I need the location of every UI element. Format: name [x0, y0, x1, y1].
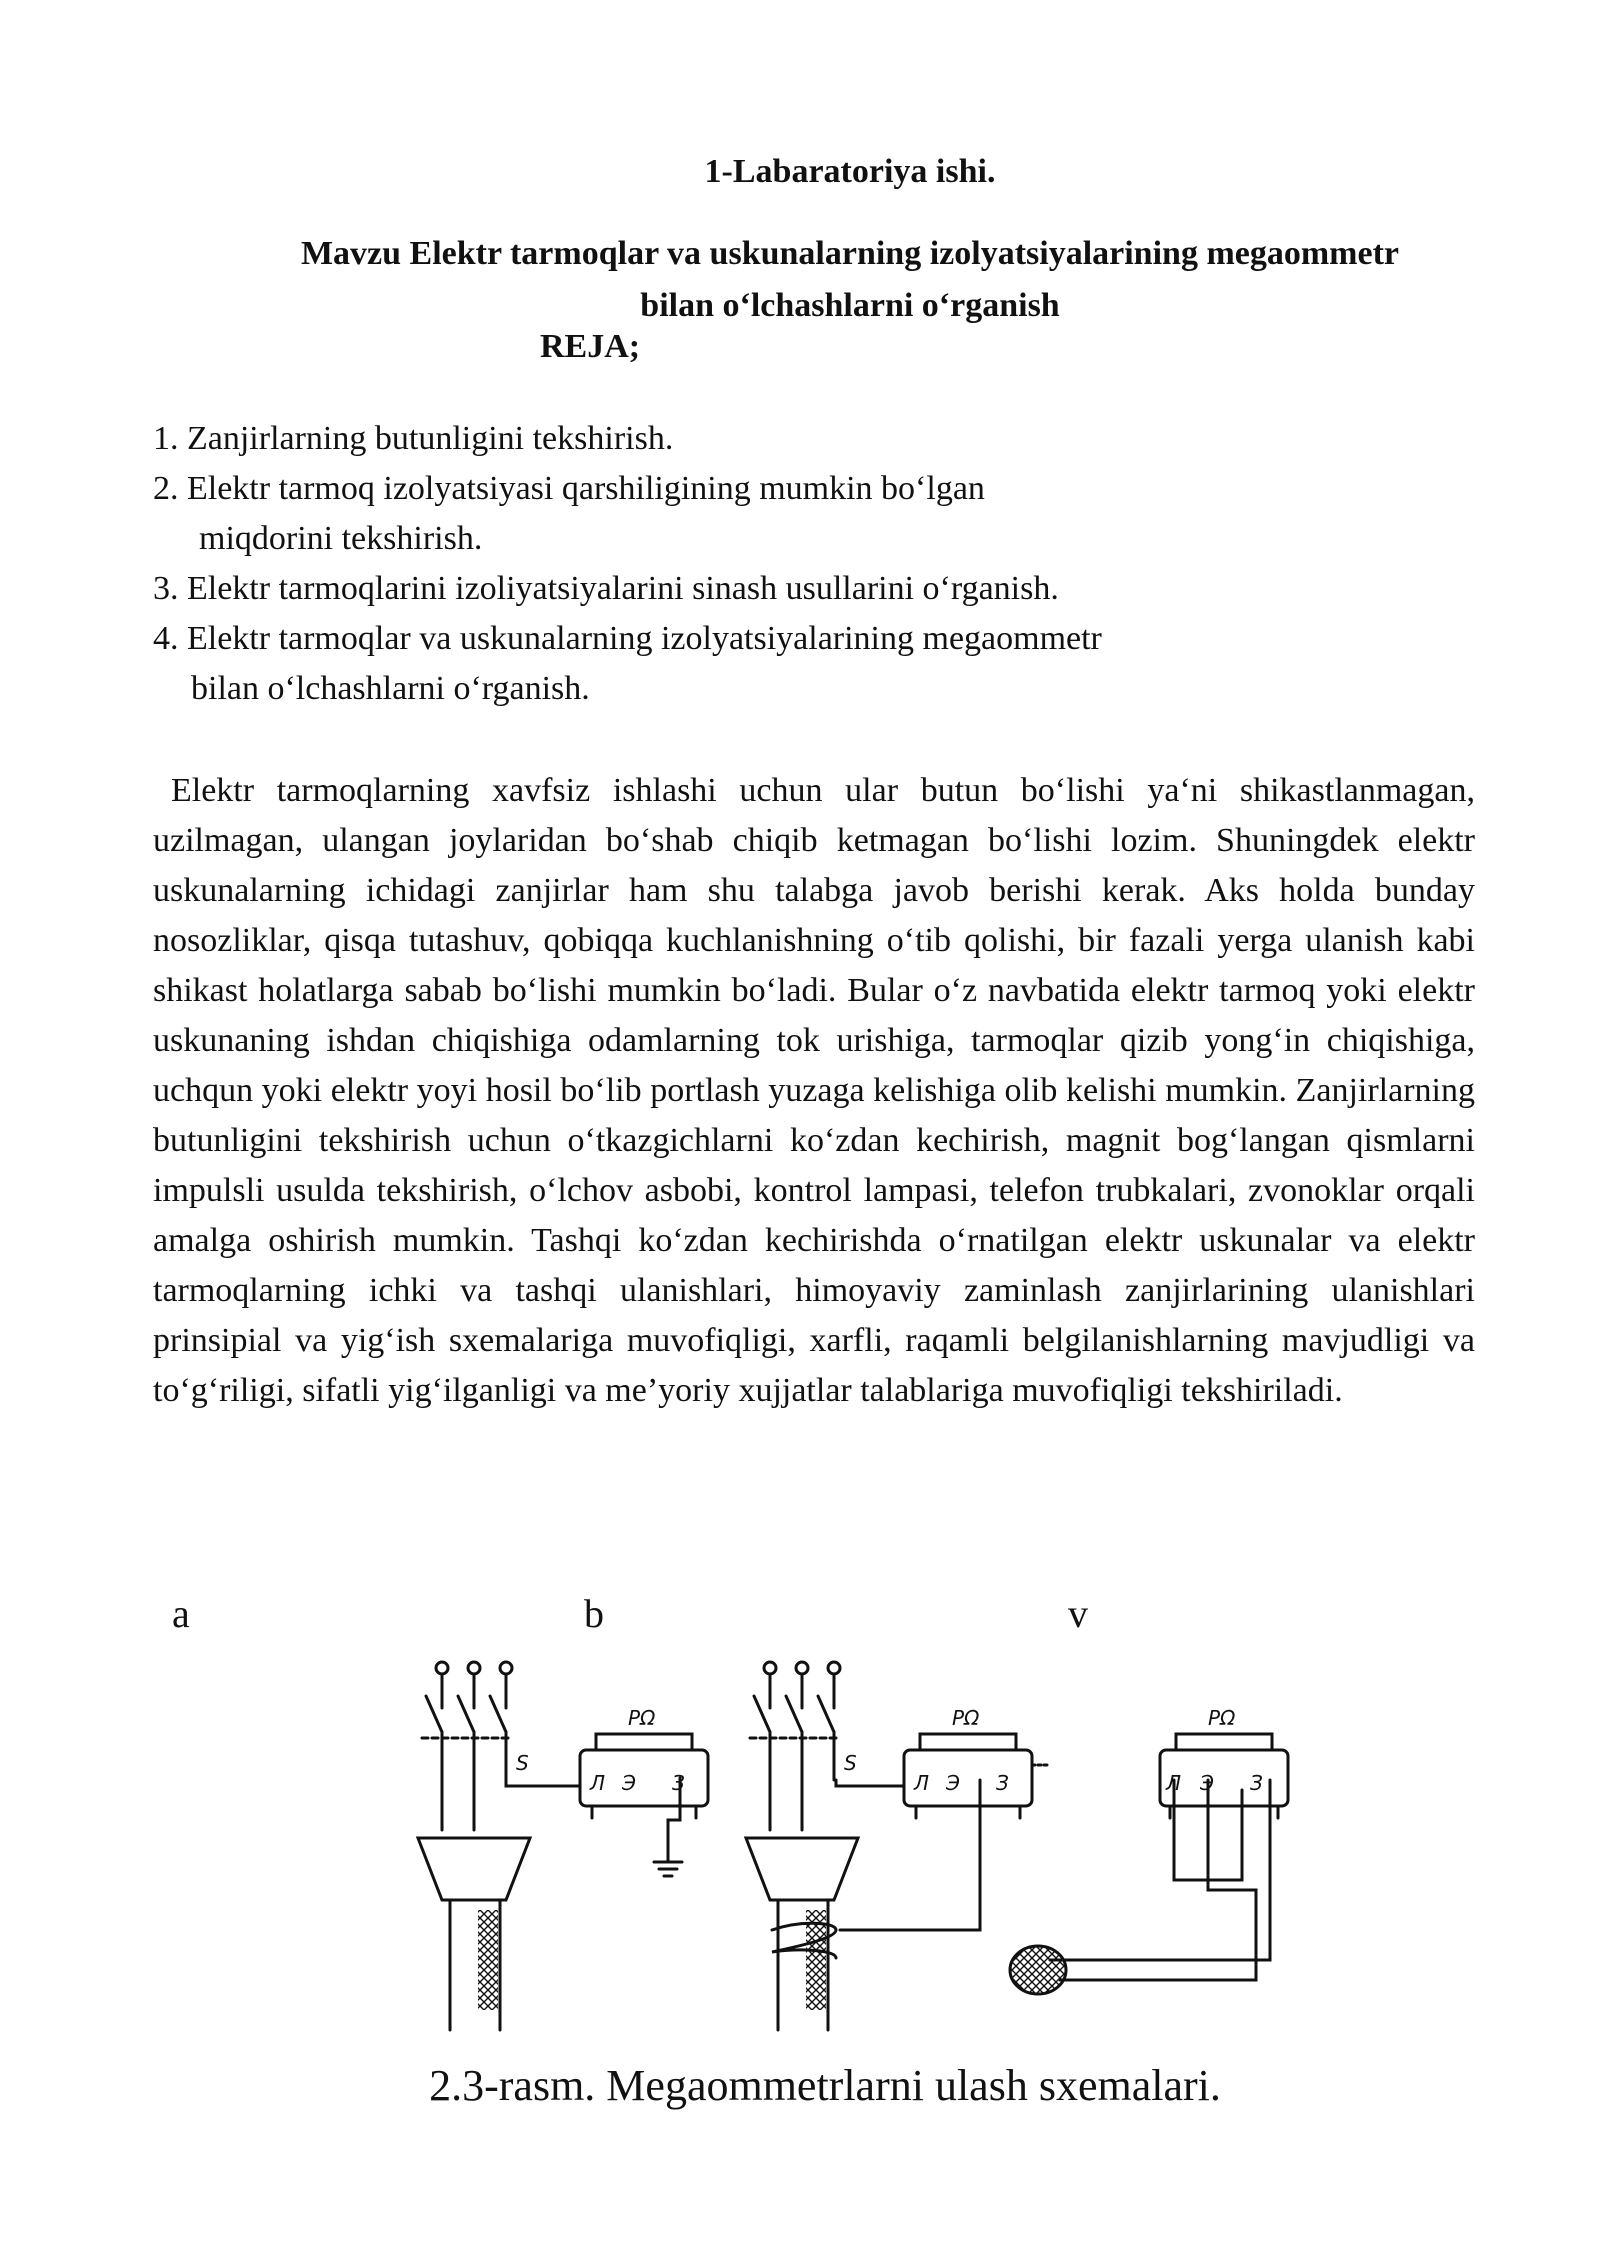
plan-item-3: 3. Elektr tarmoqlarini izoliyatsiyalarini sinash usullarini o‘rganish.	[153, 570, 1059, 607]
plan-list	[153, 414, 1493, 714]
plan-item-2-continued: miqdorini tekshirish.	[199, 520, 483, 557]
terminal-b-z: З	[996, 1771, 1009, 1795]
body-paragraph: Elektr tarmoqlarning xavfsiz ishlashi uchun ular butun bo‘lishi ya‘ni shikastlanmagan, uzilmagan, ulangan joylaridan bo‘shab chiqib ketmagan bo‘lishi lozim. Shuningdek elektr uskunalarning ichidagi zanjirlar ham shu talabga javob berishi kerak. Aks holda bunday nosozliklar, qisqa tutashuv, qobiqqa kuchlanishning o‘tib qolishi, bir fazali yerga ulanish kabi shikast holatlarga sabab bo‘lishi mumkin bo‘ladi. Bular o‘z navbatida elektr tarmoq yoki elektr uskunaning ishdan chiqishiga odamlarning tok urishiga, tarmoqlar qizib yong‘in chiqishiga, uchqun yoki elektr yoyi hosil bo‘lib portlash yuzaga kelishiga olib kelishi mumkin. Zanjirlarning butunligini tekshirish uchun o‘tkazgichlarni ko‘zdan kechirish, magnit bog‘langan qismlarni impulsli usulda tekshirish, o‘lchov asbobi, kontrol lampasi, telefon trubkalari, zvonoklar orqali amalga oshirish mumkin. Tashqi ko‘zdan kechirishda o‘rnatilgan elektr uskunalar va elektr tarmoqlarning ichki va tashqi ulanishlari, himoyaviy zaminlash zanjirlarining ulanishlari prinsipial va yig‘ish sxemalariga muvofiqligi, xarfli, raqamli belgilanishlarning mavjudligi va to‘g‘riligi, sifatli yig‘ilganligi va me’yoriy xujjatlar talablariga muvofiqligi tekshiriladi.	[153, 772, 1475, 1409]
terminal-a-z: З	[672, 1771, 685, 1795]
lab-title: 1-Labaratoriya ishi.	[704, 153, 996, 190]
wiring-diagrams-svg	[160, 1590, 1300, 2060]
plan-item-4: 4. Elektr tarmoqlar va uskunalarning izolyatsiyalarining megaommetr	[153, 620, 1102, 657]
plan-item-4-continued: bilan o‘lchashlarni o‘rganish.	[191, 670, 590, 707]
diagram-v	[1010, 1734, 1288, 1994]
topic-line-1: Mavzu Elektr tarmoqlar va uskunalarning izolyatsiyalarining megaommetr	[300, 235, 1400, 272]
terminal-b-l: Л	[914, 1771, 930, 1795]
terminal-v-z: З	[1250, 1771, 1263, 1795]
figure-label-b: b	[584, 1591, 604, 1636]
switch-b-label: S	[844, 1751, 857, 1775]
terminal-v-e: Э	[1200, 1771, 1214, 1795]
terminal-b-e: Э	[946, 1771, 960, 1795]
plan-item-1: 1. Zanjirlarning butunligini tekshirish.	[153, 420, 674, 457]
terminal-v-l: Л	[1166, 1771, 1182, 1795]
topic-title	[230, 228, 1470, 332]
meter-v-label: PΩ	[1208, 1706, 1236, 1730]
terminal-a-l: Л	[590, 1771, 606, 1795]
diagram-a	[418, 1662, 708, 2030]
meter-b-label: PΩ	[952, 1706, 980, 1730]
plan-heading: REJA;	[540, 328, 641, 365]
diagram-b	[746, 1662, 1050, 2030]
terminal-a-e: Э	[622, 1771, 636, 1795]
meter-a-label: PΩ	[628, 1706, 656, 1730]
plan-item-2: 2. Elektr tarmoq izolyatsiyasi qarshiligining mumkin bo‘lgan	[153, 470, 985, 507]
figure-caption: 2.3-rasm. Megaommetrlarni ulash sxemalari.	[429, 2061, 1221, 2110]
topic-line-2: bilan o‘lchashlarni o‘rganish	[640, 287, 1060, 324]
switch-a-label: S	[516, 1751, 529, 1775]
figure-label-v: v	[1068, 1591, 1088, 1636]
figure-label-a: a	[172, 1591, 190, 1636]
